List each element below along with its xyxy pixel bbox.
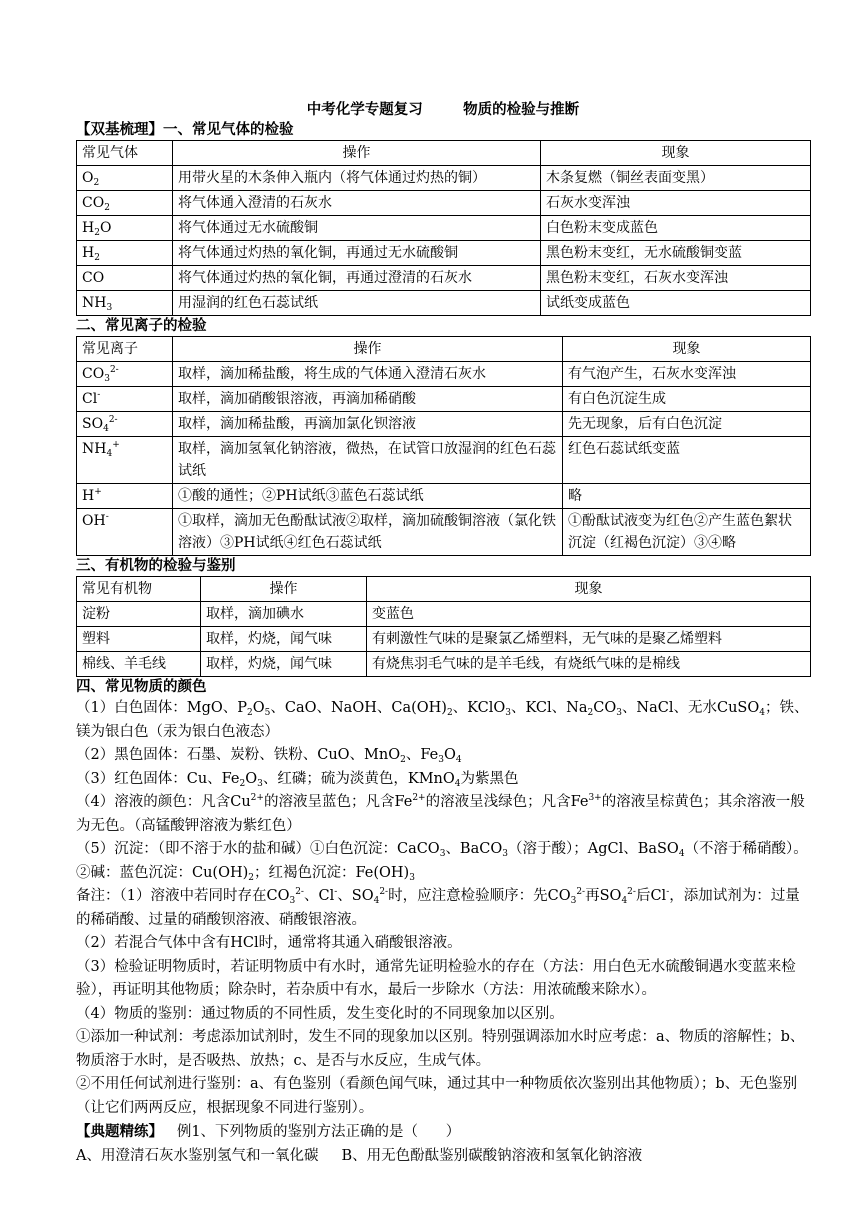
gas-operation-cell: 将气体通过灼热的氧化铜，再通过澄清的石灰水 [173, 266, 541, 291]
page-title: 中考化学专题复习 物质的检验与推断 [306, 101, 580, 118]
gas-phenomenon-cell: 石灰水变浑浊 [541, 191, 811, 216]
gas-name-cell: $H_2$ [77, 241, 173, 266]
table-header-row [77, 337, 811, 362]
header-cell: 常见气体 [77, 141, 173, 166]
organic-operation-cell: 取样，滴加碘水 [201, 602, 367, 627]
organic-row [77, 602, 811, 627]
organic-row [77, 627, 811, 652]
section-3-heading: 三、有机物的检验与鉴别 [76, 557, 236, 574]
color-note-paragraph: ①添加一种试剂：考虑添加试剂时，发生不同的现象加以区别。特别强调添加水时应考虑：a、物质的溶解性；b、物质溶于水时，是否吸热、放热；c、是否与水反应，生成气体。 [76, 1029, 805, 1069]
example-text: 例1、下列物质的鉴别方法正确的是（ ） [163, 1124, 461, 1140]
ion-name-cell: Cl- [77, 387, 173, 412]
section-1-heading: 【双基梳理】一、常见气体的检验 [76, 121, 294, 138]
header-cell: 操作 [173, 337, 563, 362]
organic-phenomenon-cell: 有刺激性气味的是聚氯乙烯塑料，无气味的是聚乙烯塑料 [367, 627, 811, 652]
ion-table-body [77, 362, 811, 556]
section-4-heading: 四、常见物质的颜色 [76, 678, 207, 695]
organic-name-cell: 塑料 [77, 627, 201, 652]
gas-row [77, 216, 811, 241]
header-cell: 常见离子 [77, 337, 173, 362]
ion-operation-cell: 取样，滴加硝酸银溶液，再滴加稀硝酸 [173, 387, 563, 412]
color-note-paragraph: （4）溶液的颜色：凡含$Cu^{2+}$的溶液呈蓝色；凡含$Fe^{2+}$的溶液呈浅绿色；凡含$Fe^{3+}$的溶液呈棕黄色；其余溶液一般为无色。（高锰酸钾溶液为紫红色） [76, 793, 805, 834]
ion-row [77, 412, 811, 437]
header-cell: 常见有机物 [77, 577, 201, 602]
organic-name-cell: 淀粉 [77, 602, 201, 627]
gas-operation-cell: 用湿润的红色石蕊试纸 [173, 291, 541, 316]
gas-phenomenon-cell: 黑色粉末变红，石灰水变浑浊 [541, 266, 811, 291]
gas-row [77, 291, 811, 316]
ion-name-cell: H+ [77, 484, 173, 509]
ion-name-cell: $SO_4^{2-}$ [77, 412, 173, 437]
ion-row [77, 484, 811, 509]
organic-phenomenon-cell: 有烧焦羽毛气味的是羊毛线，有烧纸气味的是棉线 [367, 652, 811, 677]
color-note-paragraph: （3）红色固体：Cu、$Fe_2O_3$、红磷；硫为淡黄色，KMnO$_4$为紫黑色 [76, 770, 519, 789]
gas-row [77, 241, 811, 266]
gas-phenomenon-cell: 木条复燃（铜丝表面变黑） [541, 166, 811, 191]
ion-phenomenon-cell: 有白色沉淀生成 [563, 387, 811, 412]
ion-row [77, 387, 811, 412]
ion-operation-cell: 取样，滴加氢氧化钠溶液，微热，在试管口放湿润的红色石蕊试纸 [173, 437, 563, 484]
ion-operation-cell: 取样，滴加稀盐酸，再滴加氯化钡溶液 [173, 412, 563, 437]
color-note-paragraph: （3）检验证明物质时，若证明物质中有水时，通常先证明检验水的存在（方法：用白色无水硫酸铜遇水变蓝来检验），再证明其他物质；除杂时，若杂质中有水，最后一步除水（方法：用浓硫酸来除水）。 [76, 958, 796, 998]
color-note-paragraph: ②不用任何试剂进行鉴别：a、有色鉴别（看颜色闻气味，通过其中一种物质依次鉴别出其他物质）；b、无色鉴别（让它们两两反应，根据现象不同进行鉴别）。 [76, 1076, 798, 1116]
color-note-paragraph: （1）白色固体：MgO、$P_2O_5$、CaO、NaOH、$Ca(OH)_2$、KClO$_3$、KCl、$Na_2CO_3$、NaCl、无水CuSO$_4$；铁、镁为银白色（汞为银白色液态） [76, 700, 809, 740]
organic-operation-cell: 取样，灼烧，闻气味 [201, 627, 367, 652]
color-notes [76, 697, 810, 1120]
ion-name-cell: $NH_4^+$ [77, 437, 173, 484]
gas-phenomenon-cell: 白色粉末变成蓝色 [541, 216, 811, 241]
ion-operation-cell: 取样，滴加稀盐酸，将生成的气体通入澄清石灰水 [173, 362, 563, 387]
example-options: A、用澄清石灰水鉴别氢气和一氧化碳 B、用无色酚酞鉴别碳酸钠溶液和氢氧化钠溶液 [76, 1147, 643, 1164]
table-header-row [77, 577, 811, 602]
gas-test-table [76, 140, 811, 316]
ion-operation-cell: ①取样，滴加无色酚酞试液②取样，滴加硫酸铜溶液（氯化铁溶液）③PH试纸④红色石蕊试纸 [173, 509, 563, 556]
ion-test-table [76, 336, 811, 556]
ion-name-cell: $CO_3^{2-}$ [77, 362, 173, 387]
gas-name-cell: $H_2O$ [77, 216, 173, 241]
header-cell: 现象 [563, 337, 811, 362]
ion-row [77, 509, 811, 556]
organic-row [77, 652, 811, 677]
organic-operation-cell: 取样，灼烧，闻气味 [201, 652, 367, 677]
gas-name-cell: $O_2$ [77, 166, 173, 191]
gas-operation-cell: 用带火星的木条伸入瓶内（将气体通过灼热的铜） [173, 166, 541, 191]
gas-phenomenon-cell: 试纸变成蓝色 [541, 291, 811, 316]
ion-row [77, 362, 811, 387]
gas-phenomenon-cell: 黑色粉末变红，无水硫酸铜变蓝 [541, 241, 811, 266]
header-cell: 操作 [173, 141, 541, 166]
organic-name-cell: 棉线、羊毛线 [77, 652, 201, 677]
gas-row [77, 166, 811, 191]
ion-phenomenon-cell: 略 [563, 484, 811, 509]
ion-phenomenon-cell: 有气泡产生，石灰水变浑浊 [563, 362, 811, 387]
organic-table-body [77, 602, 811, 677]
color-note-paragraph: （2）黑色固体：石墨、炭粉、铁粉、CuO、MnO$_2$、$Fe_3O_4$ [76, 747, 462, 765]
ion-phenomenon-cell: 先无现象，后有白色沉淀 [563, 412, 811, 437]
header-cell: 现象 [541, 141, 811, 166]
header-cell: 现象 [367, 577, 811, 602]
table-header-row [77, 141, 811, 166]
gas-row [77, 266, 811, 291]
gas-name-cell: $CO_2$ [77, 191, 173, 216]
section-2-heading: 二、常见离子的检验 [76, 317, 207, 334]
example-question [76, 1120, 810, 1145]
header-cell: 操作 [201, 577, 367, 602]
gas-table-body [77, 166, 811, 316]
ion-name-cell: OH- [77, 509, 173, 556]
color-note-paragraph: 备注：（1）溶液中若同时存在$CO_3^{2-}$、Cl-、$SO_4^{2-}$时，应注意检验顺序：先$CO_3^{2-}$再$SO_4^{2-}$后Cl-，添加试剂为：过量的稀硝酸、过量的硝酸钡溶液、硝酸银溶液。 [76, 887, 800, 928]
ion-phenomenon-cell: 红色石蕊试纸变蓝 [563, 437, 811, 484]
example-heading: 【典题精练】 [76, 1123, 163, 1140]
organic-phenomenon-cell: 变蓝色 [367, 602, 811, 627]
ion-operation-cell: ①酸的通性；②PH试纸③蓝色石蕊试纸 [173, 484, 563, 509]
gas-row [77, 191, 811, 216]
gas-name-cell: $NH_3$ [77, 291, 173, 316]
gas-name-cell: CO [77, 266, 173, 291]
gas-operation-cell: 将气体通过灼热的氧化铜，再通过无水硫酸铜 [173, 241, 541, 266]
gas-operation-cell: 将气体通过无水硫酸铜 [173, 216, 541, 241]
ion-phenomenon-cell: ①酚酞试液变为红色②产生蓝色絮状沉淀（红褐色沉淀）③④略 [563, 509, 811, 556]
document-page [76, 0, 810, 1168]
color-note-paragraph: （2）若混合气体中含有HCl时，通常将其通入硝酸银溶液。 [76, 935, 462, 951]
ion-row [77, 437, 811, 484]
color-note-paragraph: （4）物质的鉴别：通过物质的不同性质，发生变化时的不同现象加以区别。 [76, 1005, 564, 1022]
organic-test-table [76, 576, 811, 677]
color-note-paragraph: （5）沉淀：（即不溶于水的盐和碱）①白色沉淀：CaCO$_3$、BaCO$_3$（溶于酸）；AgCl、BaSO$_4$（不溶于稀硝酸）。②碱：蓝色沉淀：$Cu(OH)_2$；红褐色沉淀：$Fe(OH)_3$ [76, 841, 808, 883]
gas-operation-cell: 将气体通入澄清的石灰水 [173, 191, 541, 216]
